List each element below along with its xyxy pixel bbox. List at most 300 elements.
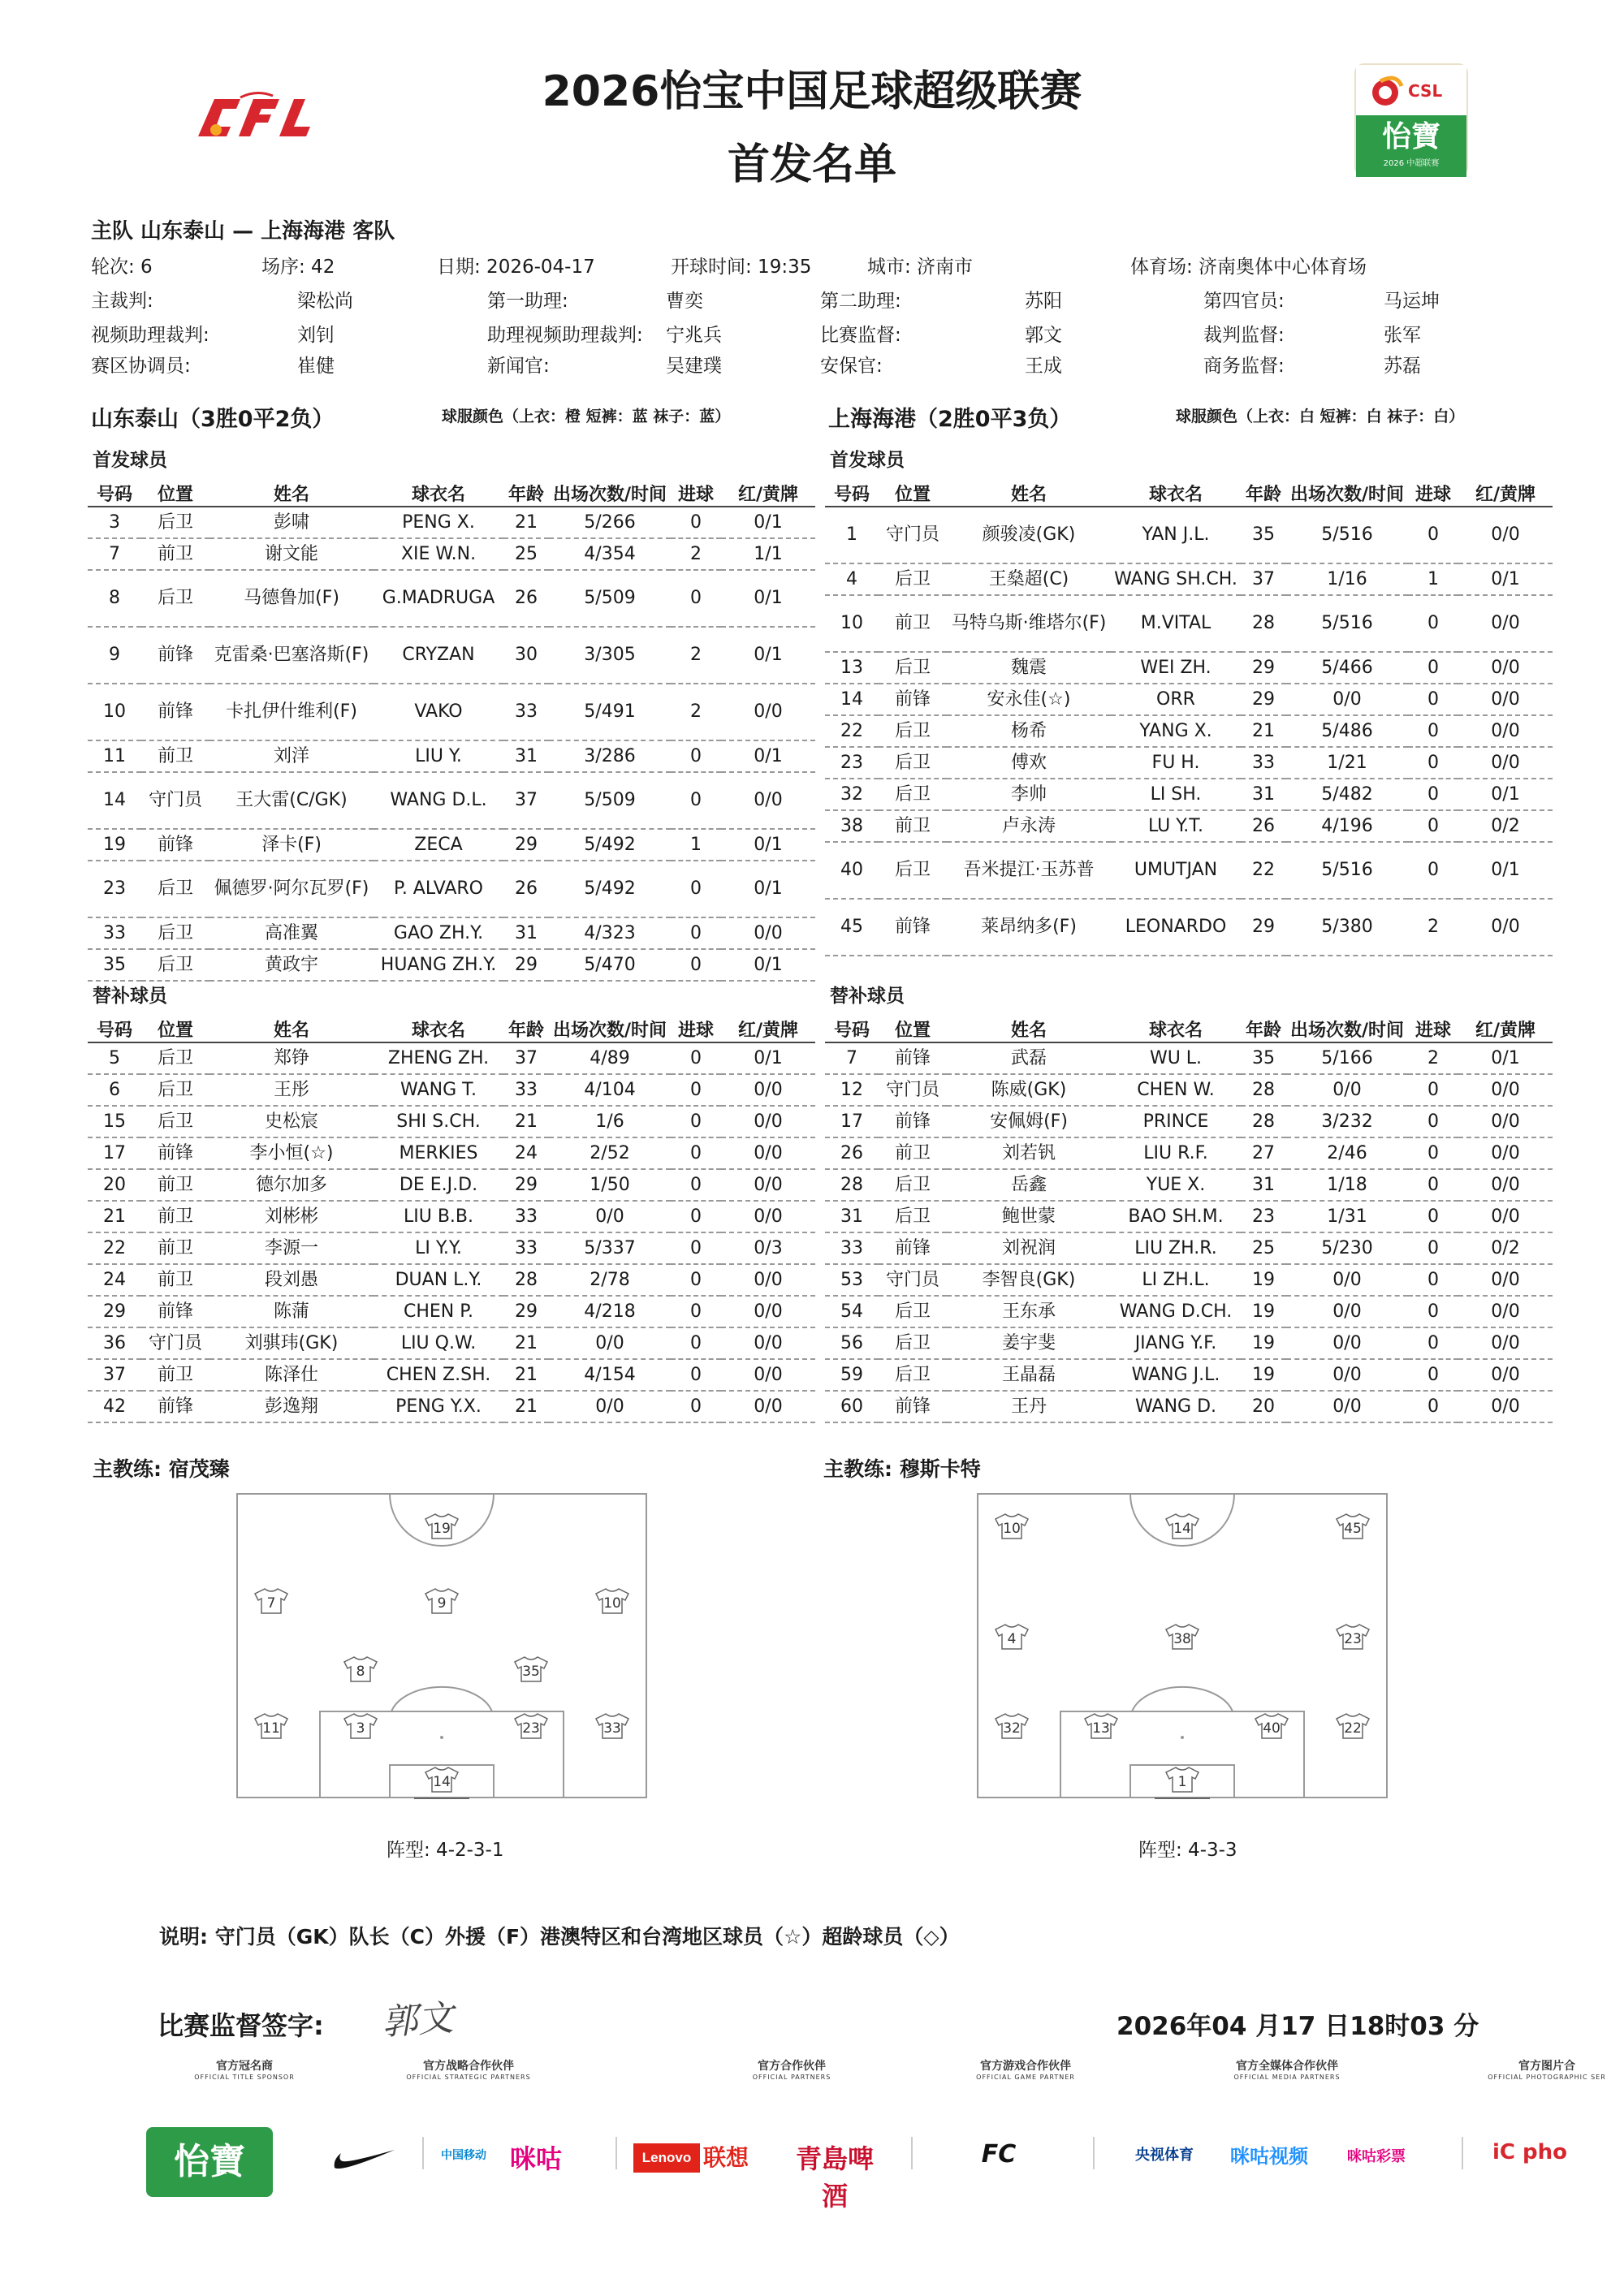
- player-cards: 0/1: [1458, 842, 1553, 899]
- player-goals: 0: [1408, 507, 1458, 563]
- official-role-label: 第一助理:: [487, 291, 568, 312]
- away-team-record: 上海海港（2胜0平3负）: [828, 407, 1072, 432]
- player-appearances: 4/104: [549, 1074, 671, 1106]
- player-number: 11: [88, 740, 141, 772]
- player-age: 19: [1241, 1359, 1286, 1391]
- player-goals: 0: [1408, 1169, 1458, 1201]
- player-goals: 0: [1408, 1391, 1458, 1422]
- player-cards: 0/0: [1458, 1074, 1553, 1106]
- player-position: 前锋: [141, 1296, 209, 1327]
- player-appearances: 0/0: [1286, 1074, 1408, 1106]
- player-age: 26: [1241, 810, 1286, 842]
- player-age: 28: [503, 1264, 549, 1296]
- player-appearances: 5/516: [1286, 507, 1408, 563]
- player-number: 33: [88, 917, 141, 949]
- player-cards: 0/0: [721, 1264, 815, 1296]
- home-subs-table: [88, 1016, 815, 1423]
- player-shirt-name: WANG T.: [374, 1074, 503, 1106]
- player-shirt-name: DE E.J.D.: [374, 1169, 503, 1201]
- official-name: 张军: [1384, 325, 1421, 346]
- player-name: 王东承: [947, 1296, 1111, 1327]
- lenovo-cn-logo: 联想: [702, 2144, 749, 2171]
- player-goals: 0: [1408, 1296, 1458, 1327]
- player-row: [825, 595, 1553, 652]
- player-shirt-name: FU H.: [1111, 747, 1241, 779]
- player-age: 31: [1241, 1169, 1286, 1201]
- supervisor-signature: 郭文: [380, 1996, 455, 2044]
- official-name: 曹奕: [666, 291, 703, 312]
- sponsor-category-en: OFFICIAL PHOTOGRAPHIC SER: [1488, 2074, 1606, 2081]
- player-cards: 0/1: [721, 861, 815, 917]
- player-appearances: 4/154: [549, 1359, 671, 1391]
- player-row: [88, 861, 815, 917]
- player-age: 28: [1241, 595, 1286, 652]
- player-goals: 0: [1408, 595, 1458, 652]
- official-name: 王成: [1025, 356, 1062, 377]
- player-number: 6: [88, 1074, 141, 1106]
- shirt-number: 19: [433, 1521, 451, 1537]
- player-name: 杨希: [947, 715, 1111, 747]
- migu-logo: 咪咕: [509, 2143, 562, 2174]
- player-row: [825, 1232, 1553, 1264]
- player-age: 21: [503, 1391, 549, 1422]
- player-cards: 0/0: [1458, 1296, 1553, 1327]
- player-shirt-name: UMUTJAN: [1111, 842, 1241, 899]
- player-position: 前锋: [879, 1232, 947, 1264]
- player-name: 卡扎伊什维利(F): [209, 684, 374, 740]
- player-name: 克雷桑·巴塞洛斯(F): [209, 627, 374, 684]
- player-goals: 0: [1408, 684, 1458, 715]
- player-goals: 0: [1408, 1232, 1458, 1264]
- player-row: [825, 1327, 1553, 1359]
- player-row: [88, 917, 815, 949]
- player-row: [825, 899, 1553, 956]
- player-name: 黄政宇: [209, 949, 374, 981]
- player-position: 前锋: [141, 627, 209, 684]
- column-header-name: 姓名: [209, 1016, 374, 1042]
- player-appearances: 0/0: [1286, 1327, 1408, 1359]
- player-position: 前卫: [141, 1264, 209, 1296]
- player-cards: 0/1: [1458, 1042, 1553, 1074]
- player-position: 后卫: [879, 1296, 947, 1327]
- shirt-number: 11: [262, 1720, 280, 1737]
- player-shirt-name: WANG D.: [1111, 1391, 1241, 1422]
- player-appearances: 5/166: [1286, 1042, 1408, 1074]
- shirt-number: 9: [437, 1595, 447, 1612]
- column-header-position: 位置: [879, 481, 947, 507]
- official-name: 郭文: [1025, 325, 1062, 346]
- player-position: 前卫: [141, 1232, 209, 1264]
- player-age: 33: [1241, 747, 1286, 779]
- player-goals: 0: [1408, 747, 1458, 779]
- csl-small-text: 2026 中超联赛: [1383, 159, 1440, 168]
- player-appearances: 1/21: [1286, 747, 1408, 779]
- away-starting-label: 首发球员: [830, 450, 905, 471]
- player-shirt-name: PENG Y.X.: [374, 1391, 503, 1422]
- player-name: 王丹: [947, 1391, 1111, 1422]
- player-cards: 0/0: [721, 1106, 815, 1137]
- player-cards: 0/0: [1458, 1201, 1553, 1232]
- player-position: 后卫: [141, 949, 209, 981]
- date-info: 日期: 2026-04-17: [437, 257, 595, 278]
- player-goals: 0: [671, 1137, 721, 1169]
- nike-swoosh-icon: [333, 2147, 396, 2173]
- home-starting-label: 首发球员: [93, 450, 167, 471]
- player-appearances: 5/491: [549, 684, 671, 740]
- player-age: 30: [503, 627, 549, 684]
- player-shirt-name: LIU B.B.: [374, 1201, 503, 1232]
- column-header-cards: 红/黄牌: [721, 481, 815, 507]
- player-goals: 0: [671, 570, 721, 627]
- shirt-number: 22: [1344, 1720, 1362, 1737]
- player-goals: 2: [1408, 1042, 1458, 1074]
- player-position: 后卫: [879, 1201, 947, 1232]
- player-appearances: 0/0: [549, 1201, 671, 1232]
- player-shirt-name: PENG X.: [374, 507, 503, 538]
- player-age: 28: [1241, 1106, 1286, 1137]
- player-name: 陈泽仕: [209, 1359, 374, 1391]
- column-header-cards: 红/黄牌: [1458, 1016, 1553, 1042]
- player-number: 19: [88, 829, 141, 861]
- player-position: 前锋: [879, 1042, 947, 1074]
- player-age: 37: [503, 772, 549, 829]
- player-number: 5: [88, 1042, 141, 1074]
- player-name: 王大雷(C/GK): [209, 772, 374, 829]
- shirt-number: 33: [603, 1720, 621, 1737]
- player-age: 33: [503, 1201, 549, 1232]
- official-role-label: 第四官员:: [1203, 291, 1285, 312]
- player-cards: 0/0: [1458, 684, 1553, 715]
- player-goals: 0: [671, 1201, 721, 1232]
- player-name: 李源一: [209, 1232, 374, 1264]
- player-position: 守门员: [879, 1264, 947, 1296]
- player-position: 前锋: [141, 1391, 209, 1422]
- player-row: [88, 1232, 815, 1264]
- player-age: 31: [1241, 779, 1286, 810]
- player-name: 卢永涛: [947, 810, 1111, 842]
- player-number: 35: [88, 949, 141, 981]
- player-appearances: 3/305: [549, 627, 671, 684]
- home-formation-pitch: [235, 1492, 648, 1799]
- player-row: [88, 949, 815, 981]
- column-header-name: 姓名: [209, 481, 374, 507]
- goal-line: [1155, 1798, 1210, 1799]
- player-position: 后卫: [879, 842, 947, 899]
- player-appearances: 5/470: [549, 949, 671, 981]
- player-row: [88, 507, 815, 538]
- player-appearances: 0/0: [1286, 684, 1408, 715]
- player-appearances: 1/31: [1286, 1201, 1408, 1232]
- away-subs-table: [825, 1016, 1553, 1423]
- player-cards: 0/0: [721, 772, 815, 829]
- player-row: [88, 1359, 815, 1391]
- player-position: 后卫: [141, 570, 209, 627]
- away-formation: 阵型: 4-3-3: [1138, 1840, 1237, 1861]
- player-age: 35: [1241, 1042, 1286, 1074]
- pitch-outline: [237, 1494, 646, 1798]
- player-appearances: 5/266: [549, 507, 671, 538]
- player-row: [88, 829, 815, 861]
- shirt-number: 14: [433, 1774, 451, 1790]
- player-number: 45: [825, 899, 879, 956]
- ea-fc-logo: FC: [981, 2140, 1017, 2169]
- player-position: 前锋: [879, 684, 947, 715]
- column-header-shirt-name: 球衣名: [1111, 481, 1241, 507]
- player-cards: 0/0: [1458, 899, 1553, 956]
- player-goals: 0: [671, 861, 721, 917]
- sponsor-category-label: [400, 2057, 538, 2081]
- player-name: 颜骏凌(GK): [947, 507, 1111, 563]
- stadium-info: 体育场: 济南奥体中心体育场: [1130, 257, 1367, 278]
- signature-label: 比赛监督签字:: [158, 2010, 324, 2041]
- official-role-label: 商务监督:: [1203, 356, 1285, 377]
- player-row: [88, 1042, 815, 1074]
- player-shirt-name: WANG SH.CH.: [1111, 563, 1241, 595]
- player-shirt-name: ZECA: [374, 829, 503, 861]
- photo-partner-logo: iC pho: [1492, 2140, 1568, 2164]
- shirt-number: 40: [1263, 1720, 1281, 1737]
- player-goals: 0: [671, 1391, 721, 1422]
- player-age: 33: [503, 684, 549, 740]
- player-position: 守门员: [879, 507, 947, 563]
- player-position: 前卫: [141, 538, 209, 570]
- player-goals: 0: [1408, 842, 1458, 899]
- player-age: 26: [503, 570, 549, 627]
- player-cards: 0/1: [721, 627, 815, 684]
- player-goals: 0: [671, 1264, 721, 1296]
- player-goals: 0: [1408, 1264, 1458, 1296]
- player-position: 后卫: [141, 861, 209, 917]
- player-position: 前卫: [141, 1359, 209, 1391]
- player-row: [88, 1264, 815, 1296]
- shirt-number: 10: [603, 1595, 621, 1612]
- player-cards: 1/1: [721, 538, 815, 570]
- player-goals: 0: [671, 1074, 721, 1106]
- player-cards: 0/0: [1458, 1359, 1553, 1391]
- player-name: 鲍世蒙: [947, 1201, 1111, 1232]
- migu-video-logo: 咪咕视频: [1230, 2145, 1308, 2168]
- official-name: 刘钊: [297, 325, 335, 346]
- player-number: 31: [825, 1201, 879, 1232]
- player-number: 36: [88, 1327, 141, 1359]
- away-coach: 主教练: 穆斯卡特: [823, 1457, 981, 1481]
- penalty-spot: [1181, 1736, 1184, 1739]
- player-age: 21: [503, 1359, 549, 1391]
- shirt-number: 7: [266, 1595, 276, 1612]
- player-number: 54: [825, 1296, 879, 1327]
- lenovo-logo: Lenovo: [633, 2143, 700, 2173]
- player-shirt-name: WANG J.L.: [1111, 1359, 1241, 1391]
- player-appearances: 5/492: [549, 829, 671, 861]
- sponsor-category-cn: 官方全媒体合作伙伴: [1236, 2060, 1338, 2073]
- player-goals: 2: [671, 684, 721, 740]
- player-cards: 0/0: [721, 1074, 815, 1106]
- player-cards: 0/0: [721, 1169, 815, 1201]
- player-shirt-name: LIU R.F.: [1111, 1137, 1241, 1169]
- player-age: 31: [503, 740, 549, 772]
- player-number: 8: [88, 570, 141, 627]
- player-appearances: 5/482: [1286, 779, 1408, 810]
- home-team-record: 山东泰山（3胜0平2负）: [91, 407, 335, 432]
- player-number: 21: [88, 1201, 141, 1232]
- player-name: 郑铮: [209, 1042, 374, 1074]
- player-goals: 0: [671, 949, 721, 981]
- player-cards: 0/3: [721, 1232, 815, 1264]
- player-name: 刘彬彬: [209, 1201, 374, 1232]
- player-age: 21: [503, 1327, 549, 1359]
- player-shirt-name: YANG X.: [1111, 715, 1241, 747]
- player-cards: 0/0: [1458, 1264, 1553, 1296]
- player-position: 守门员: [879, 1074, 947, 1106]
- player-age: 33: [503, 1074, 549, 1106]
- player-row: [88, 740, 815, 772]
- player-goals: 2: [671, 627, 721, 684]
- csl-yibao-logo: [1354, 63, 1468, 177]
- sponsor-divider: [422, 2137, 424, 2169]
- player-age: 24: [503, 1137, 549, 1169]
- player-age: 26: [503, 861, 549, 917]
- player-number: 20: [88, 1169, 141, 1201]
- home-formation: 阵型: 4-2-3-1: [387, 1840, 504, 1861]
- player-name: 佩德罗·阿尔瓦罗(F): [209, 861, 374, 917]
- player-number: 23: [88, 861, 141, 917]
- home-subs-label: 替补球员: [93, 986, 167, 1007]
- player-number: 22: [88, 1232, 141, 1264]
- player-goals: 0: [1408, 779, 1458, 810]
- player-goals: 0: [1408, 1137, 1458, 1169]
- player-age: 21: [1241, 715, 1286, 747]
- player-shirt-name: LI Y.Y.: [374, 1232, 503, 1264]
- shirt-number: 1: [1177, 1774, 1187, 1790]
- player-shirt-name: MERKIES: [374, 1137, 503, 1169]
- column-header-cards: 红/黄牌: [721, 1016, 815, 1042]
- player-row: [88, 1074, 815, 1106]
- player-shirt-name: GAO ZH.Y.: [374, 917, 503, 949]
- csl-text: CSL: [1408, 81, 1443, 101]
- player-age: 29: [503, 1296, 549, 1327]
- away-starting-table: [825, 481, 1553, 956]
- player-number: 7: [88, 538, 141, 570]
- player-number: 17: [88, 1137, 141, 1169]
- player-position: 后卫: [879, 1327, 947, 1359]
- player-shirt-name: YUE X.: [1111, 1169, 1241, 1201]
- player-shirt-name: G.MADRUGA: [374, 570, 503, 627]
- sponsor-category-label: [175, 2057, 313, 2081]
- player-position: 后卫: [879, 1169, 947, 1201]
- player-shirt-name: VAKO: [374, 684, 503, 740]
- player-name: 马德鲁加(F): [209, 570, 374, 627]
- player-position: 前锋: [879, 1391, 947, 1422]
- sponsor-divider: [911, 2137, 913, 2169]
- player-goals: 0: [671, 740, 721, 772]
- round-info: 轮次: 6: [91, 257, 153, 278]
- match-number-info: 场序: 42: [261, 257, 335, 278]
- player-row: [825, 1074, 1553, 1106]
- sponsor-divider: [1093, 2137, 1095, 2169]
- player-cards: 0/0: [1458, 1327, 1553, 1359]
- player-position: 后卫: [879, 779, 947, 810]
- player-age: 29: [1241, 899, 1286, 956]
- player-appearances: 1/50: [549, 1169, 671, 1201]
- player-shirt-name: CRYZAN: [374, 627, 503, 684]
- player-shirt-name: WEI ZH.: [1111, 652, 1241, 684]
- player-number: 60: [825, 1391, 879, 1422]
- player-position: 后卫: [141, 1106, 209, 1137]
- away-formation-pitch: [976, 1492, 1389, 1799]
- shirt-number: 14: [1173, 1521, 1191, 1537]
- player-shirt-name: WANG D.CH.: [1111, 1296, 1241, 1327]
- sponsor-divider: [615, 2137, 617, 2169]
- player-shirt-name: CHEN P.: [374, 1296, 503, 1327]
- player-cards: 0/0: [1458, 1169, 1553, 1201]
- cctv-sports-logo: 央视体育: [1135, 2147, 1194, 2164]
- player-row: [825, 1137, 1553, 1169]
- player-row: [88, 627, 815, 684]
- player-age: 29: [1241, 684, 1286, 715]
- player-age: 29: [503, 949, 549, 981]
- official-role-label: 新闻官:: [487, 356, 550, 377]
- player-appearances: 1/16: [1286, 563, 1408, 595]
- player-goals: 0: [671, 917, 721, 949]
- player-age: 19: [1241, 1327, 1286, 1359]
- player-name: 安永佳(☆): [947, 684, 1111, 715]
- player-cards: 0/1: [721, 507, 815, 538]
- player-number: 7: [825, 1042, 879, 1074]
- player-appearances: 0/0: [549, 1391, 671, 1422]
- player-number: 38: [825, 810, 879, 842]
- player-cards: 0/0: [1458, 595, 1553, 652]
- player-number: 4: [825, 563, 879, 595]
- player-name: 李帅: [947, 779, 1111, 810]
- column-header-name: 姓名: [947, 481, 1111, 507]
- player-cards: 0/0: [721, 1359, 815, 1391]
- shirt-number: 32: [1003, 1720, 1021, 1737]
- player-age: 23: [1241, 1201, 1286, 1232]
- player-number: 10: [88, 684, 141, 740]
- away-subs-label: 替补球员: [830, 986, 905, 1007]
- player-shirt-name: CHEN W.: [1111, 1074, 1241, 1106]
- player-goals: 2: [671, 538, 721, 570]
- official-role-label: 比赛监督:: [820, 325, 901, 346]
- player-row: [825, 684, 1553, 715]
- player-position: 前卫: [879, 595, 947, 652]
- official-role-label: 裁判监督:: [1203, 325, 1285, 346]
- player-position: 后卫: [879, 1359, 947, 1391]
- player-position: 前卫: [879, 1137, 947, 1169]
- player-appearances: 0/0: [1286, 1296, 1408, 1327]
- player-appearances: 5/337: [549, 1232, 671, 1264]
- player-age: 29: [1241, 652, 1286, 684]
- player-goals: 0: [1408, 1106, 1458, 1137]
- official-role-label: 助理视频助理裁判:: [487, 325, 643, 346]
- shirt-number: 38: [1173, 1631, 1191, 1647]
- player-number: 10: [825, 595, 879, 652]
- match-teams: 主队 山东泰山 — 上海海港 客队: [91, 219, 395, 244]
- player-row: [88, 1201, 815, 1232]
- column-header-cards: 红/黄牌: [1458, 481, 1553, 507]
- player-age: 31: [503, 917, 549, 949]
- shirt-number: 35: [522, 1664, 540, 1680]
- player-name: 刘洋: [209, 740, 374, 772]
- player-shirt-name: ORR: [1111, 684, 1241, 715]
- player-row: [825, 1359, 1553, 1391]
- player-appearances: 0/0: [1286, 1264, 1408, 1296]
- player-cards: 0/1: [721, 949, 815, 981]
- player-name: 高准翼: [209, 917, 374, 949]
- player-cards: 0/0: [721, 1391, 815, 1422]
- legend-note: 说明: 守门员（GK）队长（C）外援（F）港澳特区和台湾地区球员（☆）超龄球员（◇）: [159, 1925, 960, 1949]
- official-name: 马运坤: [1384, 291, 1440, 312]
